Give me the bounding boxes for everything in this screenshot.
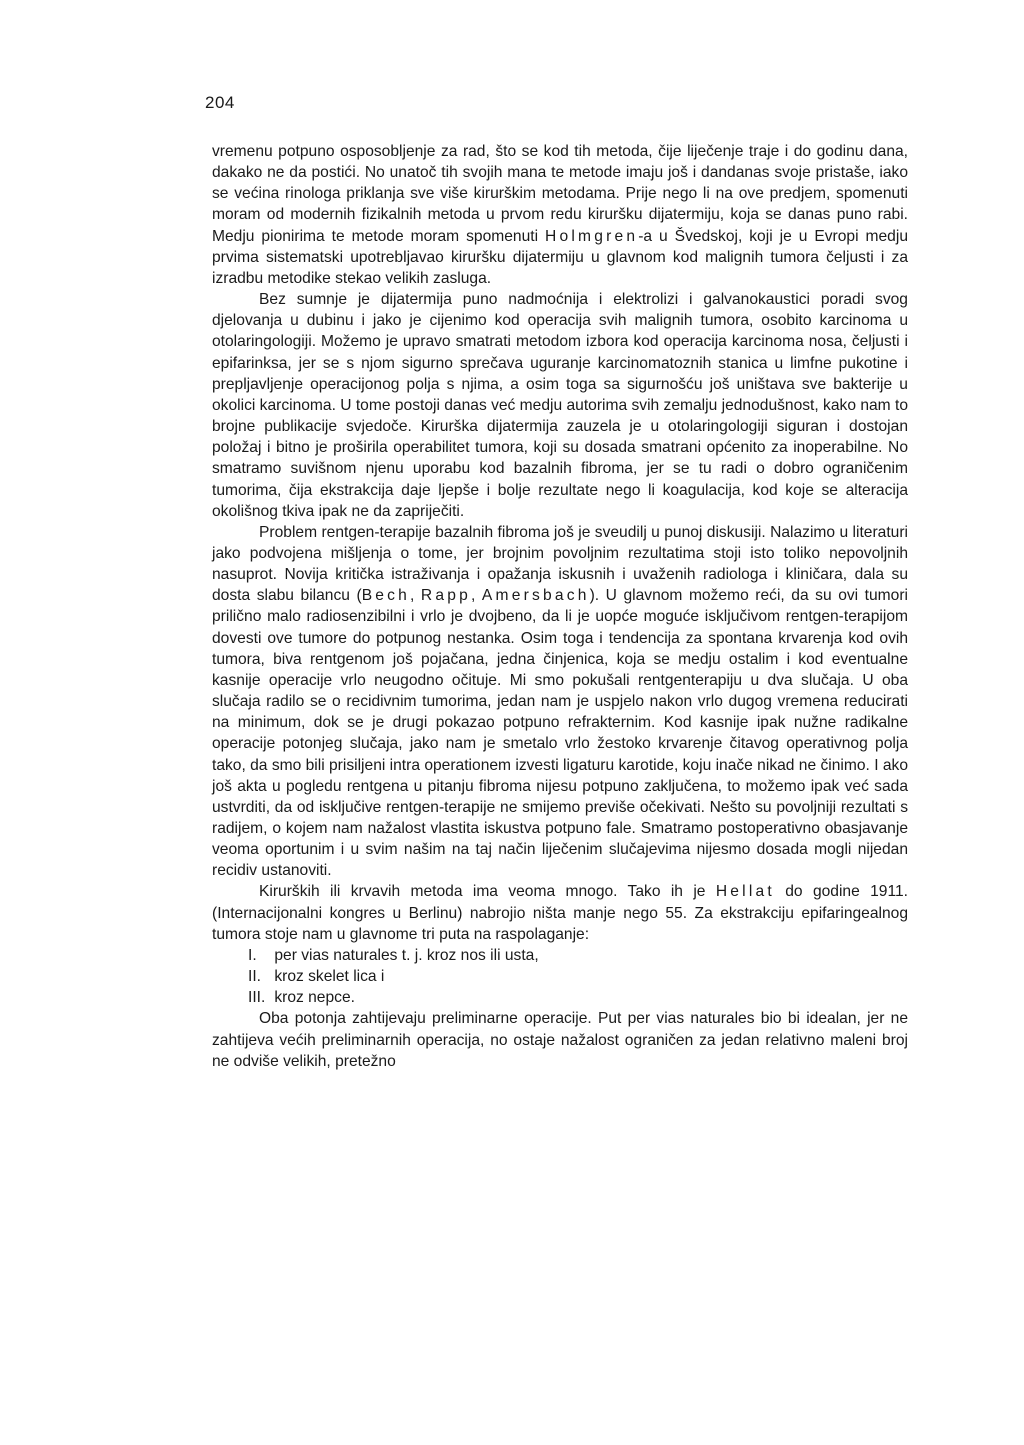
paragraph bbox=[212, 141, 908, 289]
list-item bbox=[212, 945, 908, 966]
paragraph bbox=[212, 289, 908, 522]
text-run: vremenu potpuno osposobljenje za rad, što se kod tih metoda, čije liječenje traje i do godinu dana, dakako ne da postići. No unatoč tih svojih mana te metode imaju još i dandanas svoje pristaše, iako se većina rinologa priklanja sve više kirurškim metodama. Prije nego li na ove predjem, spomenuti moram od modernih fizikalnih metoda u prvom redu kiruršku dijatermiju, koja se danas puno rabi. Medju pionirima te metode moram spomenuti bbox=[212, 143, 908, 245]
routes-list bbox=[212, 945, 908, 1008]
closing-paragraph: Oba potonja zahtijevaju preliminarne operacije. Put per vias naturales bio bi idealan, jer ne zahtijeva većih preliminarnih operacija, no ostaje nažalost ograničen za jedan relativno maleni broj ne odviše velikih, pretežno bbox=[212, 1010, 908, 1070]
author-name: Amersbach bbox=[481, 587, 590, 605]
paragraphs bbox=[212, 141, 908, 945]
body-text bbox=[212, 141, 908, 1072]
author-name: Rapp bbox=[420, 587, 472, 605]
text-run: , bbox=[471, 587, 482, 605]
list-text: kroz skelet lica i bbox=[274, 968, 385, 986]
list-item bbox=[212, 966, 908, 987]
text-run: Kirurških ili krvavih metoda ima veoma mnogo. Tako ih je bbox=[259, 883, 716, 901]
paragraph bbox=[212, 522, 908, 882]
list-number: I. bbox=[248, 946, 257, 964]
paragraph bbox=[212, 881, 908, 944]
list-text: per vias naturales t. j. kroz nos ili usta, bbox=[274, 946, 539, 964]
author-name: Bech bbox=[361, 587, 411, 605]
author-name: Holmgren bbox=[545, 227, 639, 245]
text-run: Bez sumnje je dijatermija puno nadmoćnija i elektrolizi i galvanokaustici poradi svog djelovanja u dubinu i jako je cijenimo kod operacija svih malignih tumora, osobito karcinoma u otolaringologiji. Možemo je upravo smatrati metodom izbora kod operacija karcinoma nosa, čeljusti i epifarinksa, jer se s njom sigurno sprečava uguranje karcinomatoznih stanica u limfne pukotine i prepljavljenje operacijonog polja s njima, a osim toga sa sigurnošću još uništava sve bakterije u okolici karcinoma. U tome postoji danas već medju autorima svih zemalju jednodušnost, kako nam to brojne publikacije svjedoče. Kirurška dijatermija zauzela je u otolaringologiji siguran i dostojan položaj i bitno je proširila operabilitet tumora, koji su dosada smatrani općenito za inoperabilne. No smatramo suvišnom njenu uporabu kod bazalnih fibroma, jer se tu radi o dobro ograničenim tumorima, čija ekstrakcija daje ljepše i bolje rezultate nego li koagulacija, kod koje se alteracija okolišnog tkiva ipak ne da zapriječiti. bbox=[212, 291, 908, 520]
text-run: , bbox=[410, 587, 421, 605]
list-item bbox=[212, 987, 908, 1008]
list-number: II. bbox=[248, 968, 261, 986]
page-number: 204 bbox=[205, 93, 235, 112]
text-run: do godine 1911. (Internacijonalni kongres u Berlinu) nabrojio ništa manje nego 55. Za ekstrakciju epifaringealnog tumora stoje nam u glavnome tri puta na raspolaganje: bbox=[212, 883, 908, 943]
text-run: ). U glavnom možemo reći, da su ovi tumori prilično malo radiosenzibilni i vrlo je dvojbeno, da li je uopće moguće isključivom rentgen-terapijom dovesti ove tumore do potpunog nestanka. Osim toga i tendencija za spontana krvarenja kod ovih tumora, biva rentgenom još pojačana, jedna činjenica, koja se medju ostalim i kod eventualne kasnije operacije vrlo neugodno očituje. Mi smo pokušali rentgenterapiju u dva slučaja. U oba slučaja radilo se o recidivnim tumorima, jedan nam je uspjelo nakon vrlo dugog vremena reducirati na minimum, dok se je drugi pokazao potpuno refrakternim. Kod kasnije ipak nužne radikalne operacije potonjeg slučaja, jako nam je smetalo vrlo žestoko krvarenje čitavog operativnog polja tako, da smo bili prisiljeni intra operationem izvesti ligaturu karotide, koju inače nikad ne činimo. I ako još akta u pogledu rentgena u pitanju fibroma nijesu potpuno zaključena, to možemo ipak već sada ustvrditi, da od isključive rentgen-terapije ne smijemo previše očekivati. Nešto su povoljniji rezultati s radijem, o kojem nam nažalost vlastita iskustva potpuno fale. Smatramo postoperativno obasjavanje veoma oportunim i u svim našim na taj način liječenim slučajevima nijesmo dosada mogli nijedan recidiv ustanoviti. bbox=[212, 587, 909, 880]
text-run: -a u Švedskoj, koji je u Evropi medju prvima sistematski upotrebljavao kiruršku dijatermiju u glavnom kod malignih tumora čeljusti i za izradbu metodike stekao velikih zasluga. bbox=[212, 227, 908, 287]
text-run: Problem rentgen-terapije bazalnih fibroma još je sveudilj u punoj diskusiji. Nalazimo u literaturi jako podvojena mišljenja o tome, jer brojnim povoljnim rezultatima stoji isto toliko nepovoljnih nasuprot. Novija kritička istraživanja i opažanja iskusnih i uvaženih radiologa i kliničara, dala su dosta slabu bilancu ( bbox=[212, 523, 908, 605]
author-name: Hellat bbox=[715, 883, 775, 901]
list-text: kroz nepce. bbox=[274, 989, 355, 1007]
list-number: III. bbox=[248, 989, 266, 1007]
